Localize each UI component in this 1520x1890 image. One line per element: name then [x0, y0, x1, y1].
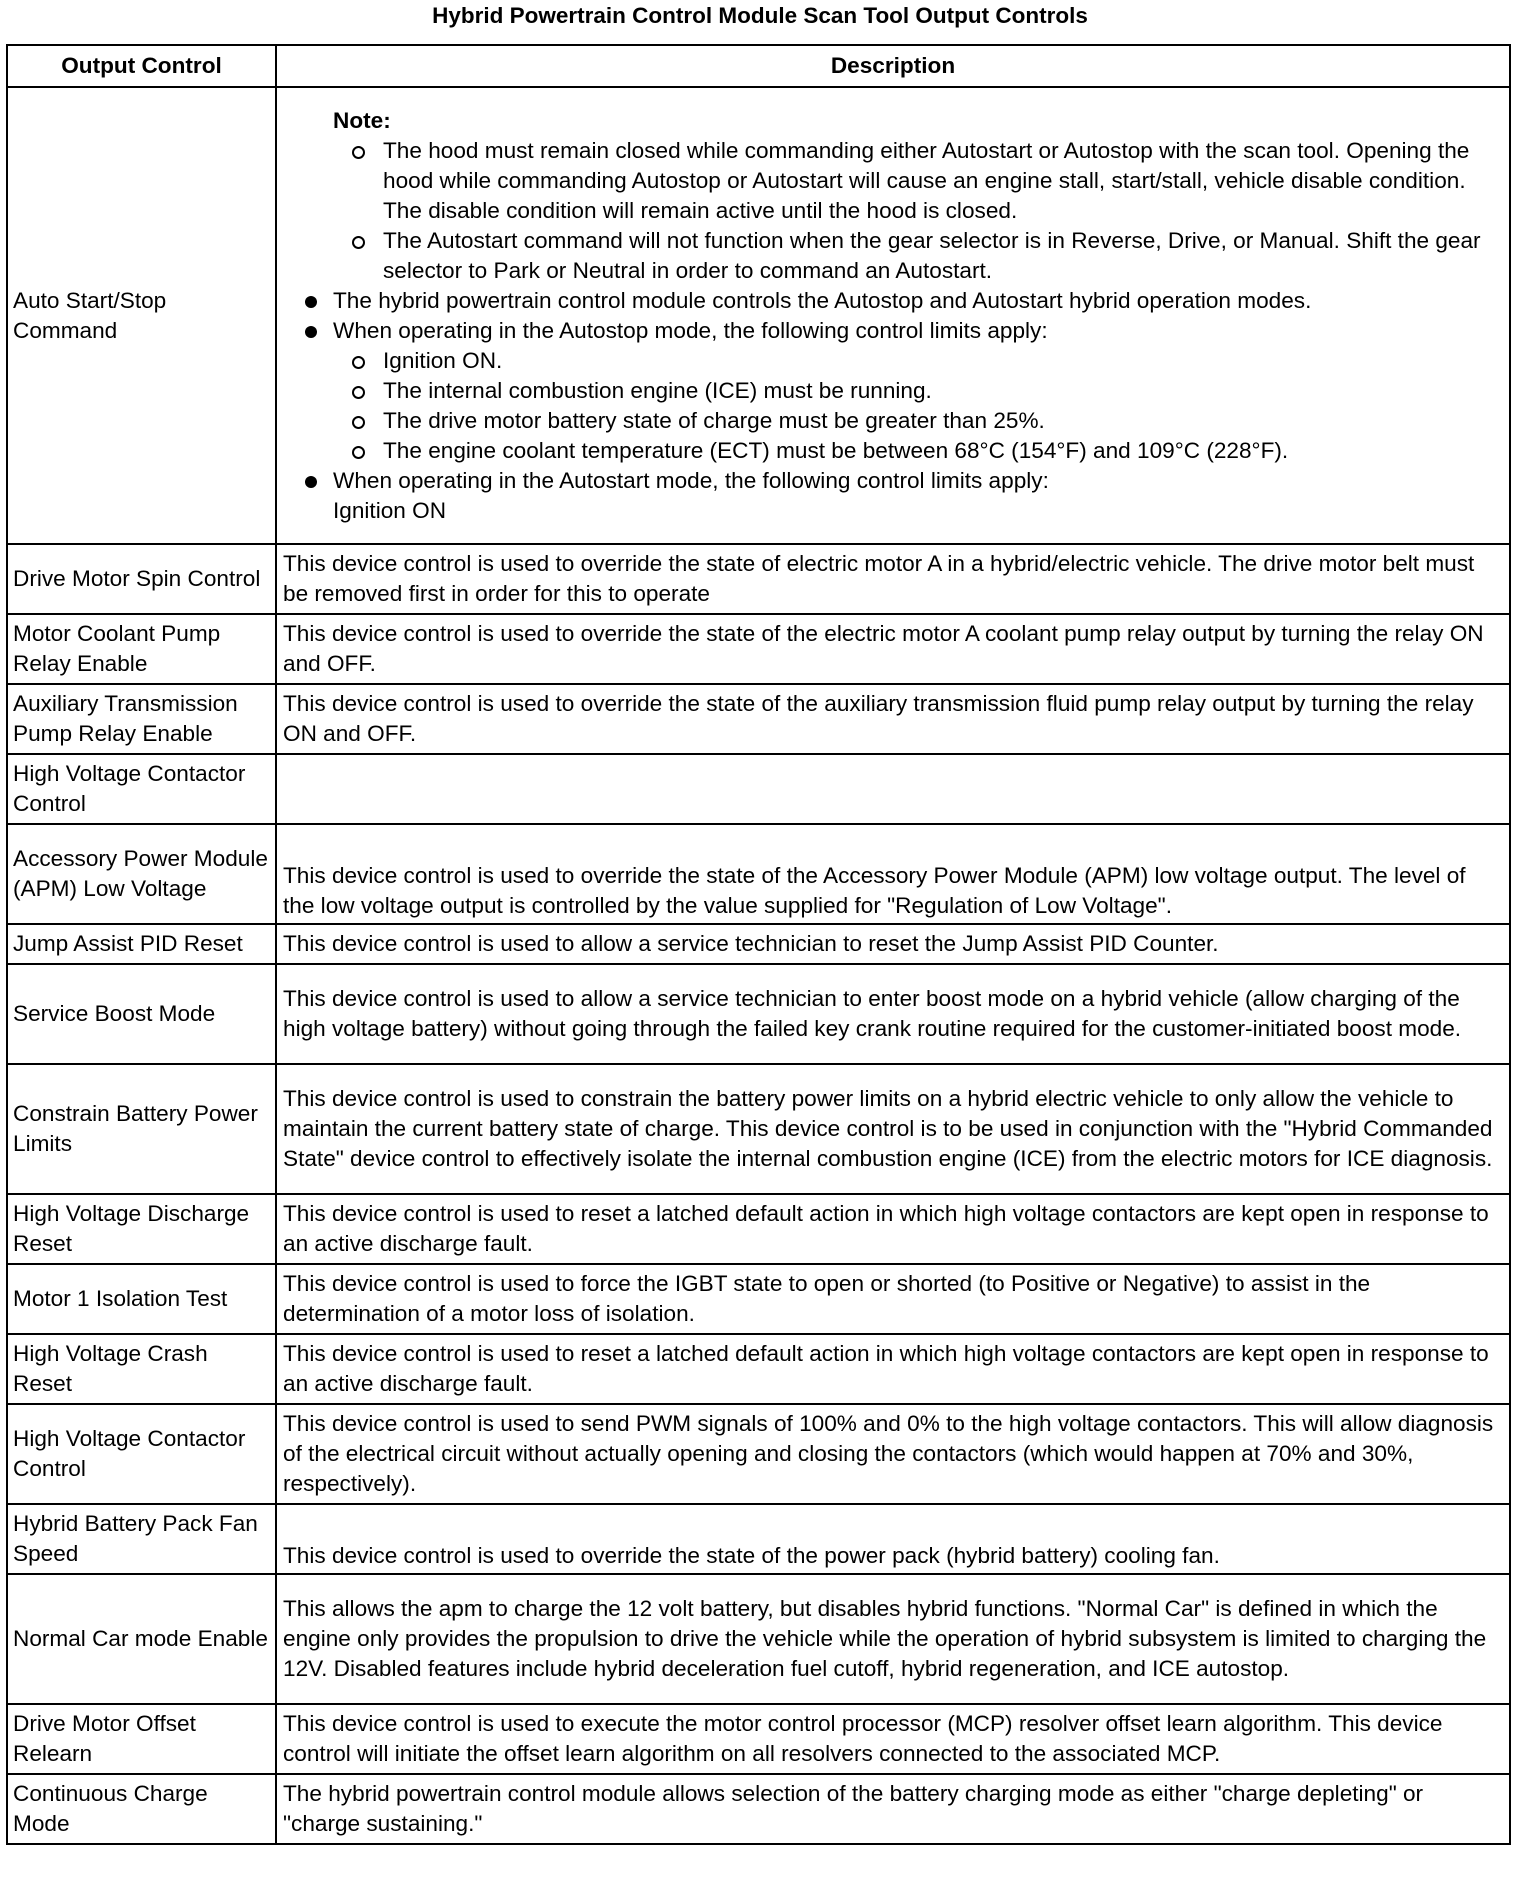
description-cell: This device control is used to send PWM signals of 100% and 0% to the high voltage contactors. This will allow diagnosis of the electrical circuit without actually opening and closing the contactors (which would happen at 70% and 30%, respectively). — [276, 1404, 1510, 1504]
limit-item: The internal combustion engine (ICE) must be running. — [333, 376, 1503, 406]
output-controls-table — [6, 44, 1511, 1845]
description-cell: This device control is used to override the state of the auxiliary transmission fluid pump relay output by turning the relay ON and OFF. — [276, 684, 1510, 754]
output-control-cell: Continuous Charge Mode — [7, 1774, 276, 1844]
table-row — [7, 824, 1510, 924]
description-cell: This device control is used to allow a service technician to reset the Jump Assist PID Counter. — [276, 924, 1510, 964]
autostop-limits-list — [333, 346, 1503, 466]
bullet-item — [283, 316, 1503, 466]
limit-item: Ignition ON. — [333, 346, 1503, 376]
table-row — [7, 1064, 1510, 1194]
bullet-item: The hybrid powertrain control module controls the Autostop and Autostart hybrid operation modes. — [283, 286, 1503, 316]
output-control-cell: Drive Motor Spin Control — [7, 544, 276, 614]
output-control-cell: High Voltage Contactor Control — [7, 754, 276, 824]
limit-item: The drive motor battery state of charge must be greater than 25%. — [333, 406, 1503, 436]
note-item: The Autostart command will not function when the gear selector is in Reverse, Drive, or Manual. Shift the gear selector to Park or Neutral in order to command an Autostart. — [283, 226, 1503, 286]
note-item: The hood must remain closed while commanding either Autostart or Autostop with the scan tool. Opening the hood while commanding Autostop or Autostart will cause an engine stall, start/stall, vehicle disable condition. The disable condition will remain active until the hood is closed. — [283, 136, 1503, 226]
description-cell — [276, 754, 1510, 824]
output-control-cell: Normal Car mode Enable — [7, 1574, 276, 1704]
bullet-list — [283, 286, 1503, 526]
bullet-text: When operating in the Autostop mode, the following control limits apply: — [333, 317, 1048, 343]
output-control-cell: Auto Start/Stop Command — [7, 87, 276, 544]
table-row — [7, 1774, 1510, 1844]
output-control-cell: Accessory Power Module (APM) Low Voltage — [7, 824, 276, 924]
output-control-cell: High Voltage Contactor Control — [7, 1404, 276, 1504]
bullet-text: When operating in the Autostart mode, the following control limits apply: — [333, 467, 1049, 493]
table-row — [7, 544, 1510, 614]
output-control-cell: Service Boost Mode — [7, 964, 276, 1064]
output-control-cell: Auxiliary Transmission Pump Relay Enable — [7, 684, 276, 754]
output-control-cell: Constrain Battery Power Limits — [7, 1064, 276, 1194]
table-row — [7, 614, 1510, 684]
limit-item: The engine coolant temperature (ECT) must be between 68°C (154°F) and 109°C (228°F). — [333, 436, 1503, 466]
output-control-cell: High Voltage Crash Reset — [7, 1334, 276, 1404]
table-row — [7, 1504, 1510, 1574]
description-cell: This device control is used to override the state of electric motor A in a hybrid/electric vehicle. The drive motor belt must be removed first in order for this to operate — [276, 544, 1510, 614]
table-row — [7, 87, 1510, 544]
header-output-control: Output Control — [7, 45, 276, 87]
output-control-cell: Hybrid Battery Pack Fan Speed — [7, 1504, 276, 1574]
table-row — [7, 1574, 1510, 1704]
output-control-cell: Motor Coolant Pump Relay Enable — [7, 614, 276, 684]
table-row — [7, 964, 1510, 1064]
description-cell: This device control is used to override the state of the power pack (hybrid battery) cooling fan. — [276, 1504, 1510, 1574]
description-cell: This allows the apm to charge the 12 volt battery, but disables hybrid functions. "Normal Car" is defined in which the engine only provides the propulsion to drive the vehicle while the operation of hybrid subsystem is limited to charging the 12V. Disabled features include hybrid deceleration fuel cutoff, hybrid regeneration, and ICE autostop. — [276, 1574, 1510, 1704]
table-row — [7, 1704, 1510, 1774]
bullet-tail-text: Ignition ON — [333, 497, 447, 523]
table-row — [7, 924, 1510, 964]
table-row — [7, 1334, 1510, 1404]
description-cell: This device control is used to allow a service technician to enter boost mode on a hybrid vehicle (allow charging of the high voltage battery) without going through the failed key crank routine required for the customer-initiated boost mode. — [276, 964, 1510, 1064]
description-cell: This device control is used to reset a latched default action in which high voltage contactors are kept open in response to an active discharge fault. — [276, 1194, 1510, 1264]
description-cell — [276, 87, 1510, 544]
header-description: Description — [276, 45, 1510, 87]
description-cell: The hybrid powertrain control module allows selection of the battery charging mode as either "charge depleting" or "charge sustaining." — [276, 1774, 1510, 1844]
note-title: Note: — [333, 107, 391, 133]
description-cell: This device control is used to force the IGBT state to open or shorted (to Positive or Negative) to assist in the determination of a motor loss of isolation. — [276, 1264, 1510, 1334]
output-control-cell: Jump Assist PID Reset — [7, 924, 276, 964]
output-control-cell: Motor 1 Isolation Test — [7, 1264, 276, 1334]
table-header-row — [7, 45, 1510, 87]
description-cell: This device control is used to execute the motor control processor (MCP) resolver offset learn algorithm. This device control will initiate the offset learn algorithm on all resolvers connected to the associated MCP. — [276, 1704, 1510, 1774]
table-row — [7, 754, 1510, 824]
table-row — [7, 1194, 1510, 1264]
bullet-item — [283, 466, 1503, 526]
output-control-cell: Drive Motor Offset Relearn — [7, 1704, 276, 1774]
table-row — [7, 1264, 1510, 1334]
note-list — [283, 136, 1503, 286]
table-row — [7, 684, 1510, 754]
description-cell: This device control is used to reset a latched default action in which high voltage contactors are kept open in response to an active discharge fault. — [276, 1334, 1510, 1404]
description-cell: This device control is used to constrain the battery power limits on a hybrid electric vehicle to only allow the vehicle to maintain the current battery state of charge. This device control is to be used in conjunction with the "Hybrid Commanded State" device control to effectively isolate the internal combustion engine (ICE) from the electric motors for ICE diagnosis. — [276, 1064, 1510, 1194]
description-cell: This device control is used to override the state of the electric motor A coolant pump relay output by turning the relay ON and OFF. — [276, 614, 1510, 684]
page-title: Hybrid Powertrain Control Module Scan Tool Output Controls — [432, 3, 1088, 28]
description-cell: This device control is used to override the state of the Accessory Power Module (APM) low voltage output. The level of the low voltage output is controlled by the value supplied for "Regulation of Low Voltage". — [276, 824, 1510, 924]
output-control-cell: High Voltage Discharge Reset — [7, 1194, 276, 1264]
table-row — [7, 1404, 1510, 1504]
